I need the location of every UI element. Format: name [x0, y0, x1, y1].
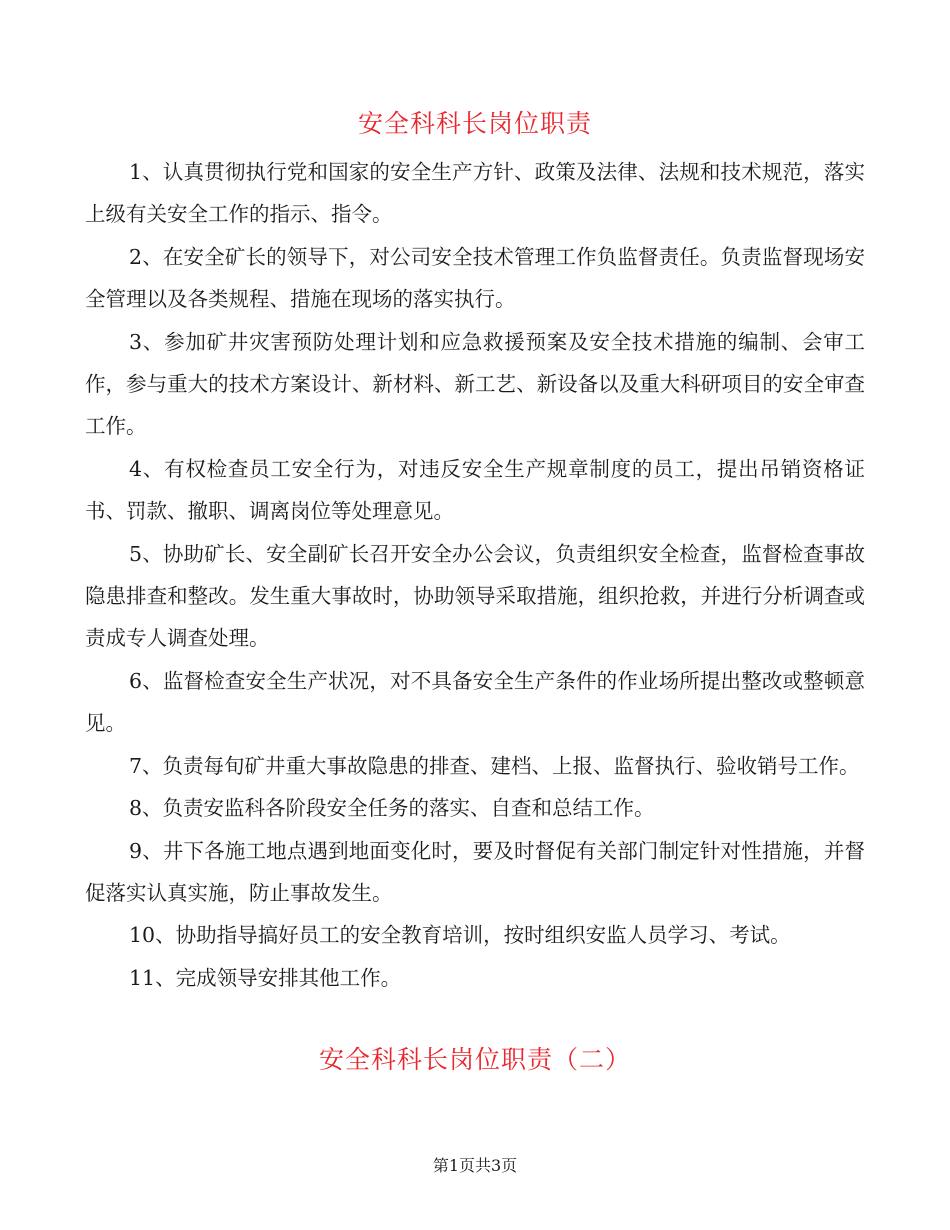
paragraph-10: 10、协助指导搞好员工的安全教育培训，按时组织安监人员学习、考试。: [129, 923, 791, 948]
page-footer: 第1页共3页: [432, 1156, 518, 1175]
second-section-title: 安全科科长岗位职责（二）: [318, 1045, 631, 1074]
paragraph-7: 7、负责每旬矿井重大事故隐患的排查、建档、上报、监督执行、验收销号工作。: [129, 753, 860, 778]
paragraph-4: 4、有权检查员工安全行为，对违反安全生产规章制度的员工，提出吊销资格证书、罚款、撤职、调离岗位等处理意见。: [85, 456, 865, 524]
document-body: [85, 151, 865, 999]
document-title: 安全科科长岗位职责: [357, 109, 592, 138]
paragraph-11: 11、完成领导安排其他工作。: [129, 965, 402, 990]
paragraph-2: 2、在安全矿长的领导下，对公司安全技术管理工作负监督责任。负责监督现场安全管理以及各类规程、措施在现场的落实执行。: [85, 244, 865, 312]
paragraph-8: 8、负责安监科各阶段安全任务的落实、自查和总结工作。: [129, 796, 655, 821]
paragraph-9: 9、井下各施工地点遇到地面变化时，要及时督促有关部门制定针对性措施，并督促落实认真实施，防止事故发生。: [85, 838, 865, 905]
paragraph-3: 3、参加矿井灾害预防处理计划和应急救援预案及安全技术措施的编制、会审工作，参与重大的技术方案设计、新材料、新工艺、新设备以及重大科研项目的安全审查工作。: [85, 329, 865, 439]
paragraph-5: 5、协助矿长、安全副矿长召开安全办公会议，负责组织安全检查，监督检查事故隐患排查和整改。发生重大事故时，协助领导采取措施，组织抢救，并进行分析调查或责成专人调查处理。: [85, 541, 865, 651]
paragraph-1: 1、认真贯彻执行党和国家的安全生产方针、政策及法律、法规和技术规范，落实上级有关安全工作的指示、指令。: [85, 160, 865, 227]
paragraph-6: 6、监督检查安全生产状况，对不具备安全生产条件的作业场所提出整改或整顿意见。: [85, 668, 865, 736]
